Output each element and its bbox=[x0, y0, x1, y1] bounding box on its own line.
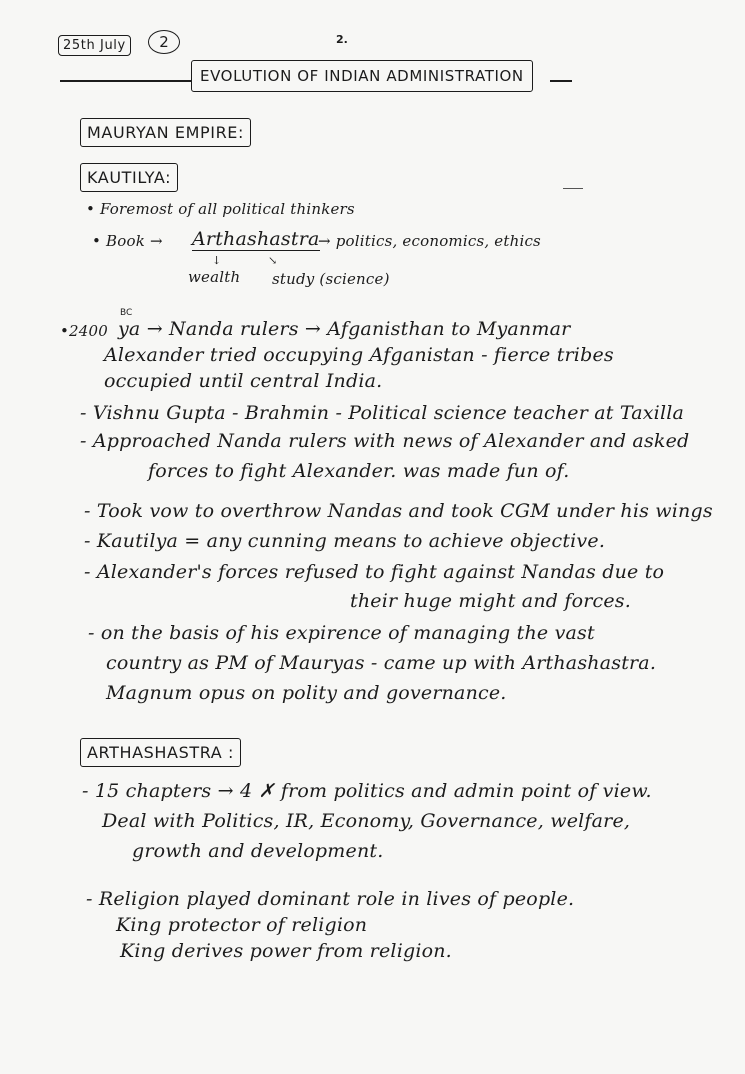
note-line: forces to fight Alexander. was made fun of. bbox=[148, 460, 570, 482]
note-annotation: wealth bbox=[188, 268, 241, 286]
note-line: their huge might and forces. bbox=[350, 590, 631, 612]
note-line: ya → Nanda rulers → Afganisthan to Myanmar bbox=[118, 318, 571, 340]
note-line: - Kautilya = any cunning means to achieve objective. bbox=[84, 530, 606, 552]
note-line: - Religion played dominant role in lives of people. bbox=[86, 888, 575, 910]
note-line: • Book → bbox=[92, 232, 163, 250]
note-line: Deal with Politics, IR, Economy, Governance, welfare, bbox=[102, 810, 631, 832]
bc-superscript: BC bbox=[120, 308, 133, 318]
title-rule-right bbox=[550, 80, 572, 82]
arrow-down-icon: ↘ bbox=[268, 254, 278, 267]
section-heading-mauryan-empire: MAURYAN EMPIRE: bbox=[80, 118, 251, 147]
note-line: - 15 chapters → 4 ✗ from politics and admin point of view. bbox=[82, 780, 652, 802]
title-rule-left bbox=[60, 80, 192, 82]
section-heading-arthashastra: ARTHASHASTRA : bbox=[80, 738, 241, 767]
note-line: - Approached Nanda rulers with news of Alexander and asked bbox=[80, 430, 690, 452]
note-line: King protector of religion bbox=[116, 914, 368, 936]
note-line: - Took vow to overthrow Nandas and took CGM under his wings bbox=[84, 500, 713, 522]
note-line: country as PM of Mauryas - came up with Arthashastra. bbox=[106, 652, 657, 674]
note-line: • Foremost of all political thinkers bbox=[86, 200, 355, 218]
date-label: 25th July bbox=[58, 35, 131, 56]
note-line: occupied until central India. bbox=[104, 370, 383, 392]
note-line: Magnum opus on polity and governance. bbox=[106, 682, 507, 704]
note-line: - Vishnu Gupta - Brahmin - Political science teacher at Taxilla bbox=[80, 402, 685, 424]
note-line: - Alexander's forces refused to fight against Nandas due to bbox=[84, 561, 665, 583]
stray-mark bbox=[563, 188, 583, 189]
note-line: King derives power from religion. bbox=[120, 940, 452, 962]
note-line: - on the basis of his expirence of managing the vast bbox=[88, 622, 595, 644]
note-line: Alexander tried occupying Afganistan - fierce tribes bbox=[104, 344, 614, 366]
note-annotation: study (science) bbox=[272, 270, 390, 288]
page-title: EVOLUTION OF INDIAN ADMINISTRATION bbox=[191, 60, 533, 92]
note-line: → politics, economics, ethics bbox=[318, 232, 541, 250]
arrow-down-icon: ↓ bbox=[212, 254, 222, 267]
section-heading-kautilya: KAUTILYA: bbox=[80, 163, 178, 192]
note-line: •2400 bbox=[60, 322, 109, 340]
book-name: Arthashastra bbox=[192, 228, 320, 250]
note-line: growth and development. bbox=[132, 840, 384, 862]
page-number: 2. bbox=[336, 33, 348, 46]
circled-page-number: 2 bbox=[148, 30, 180, 54]
